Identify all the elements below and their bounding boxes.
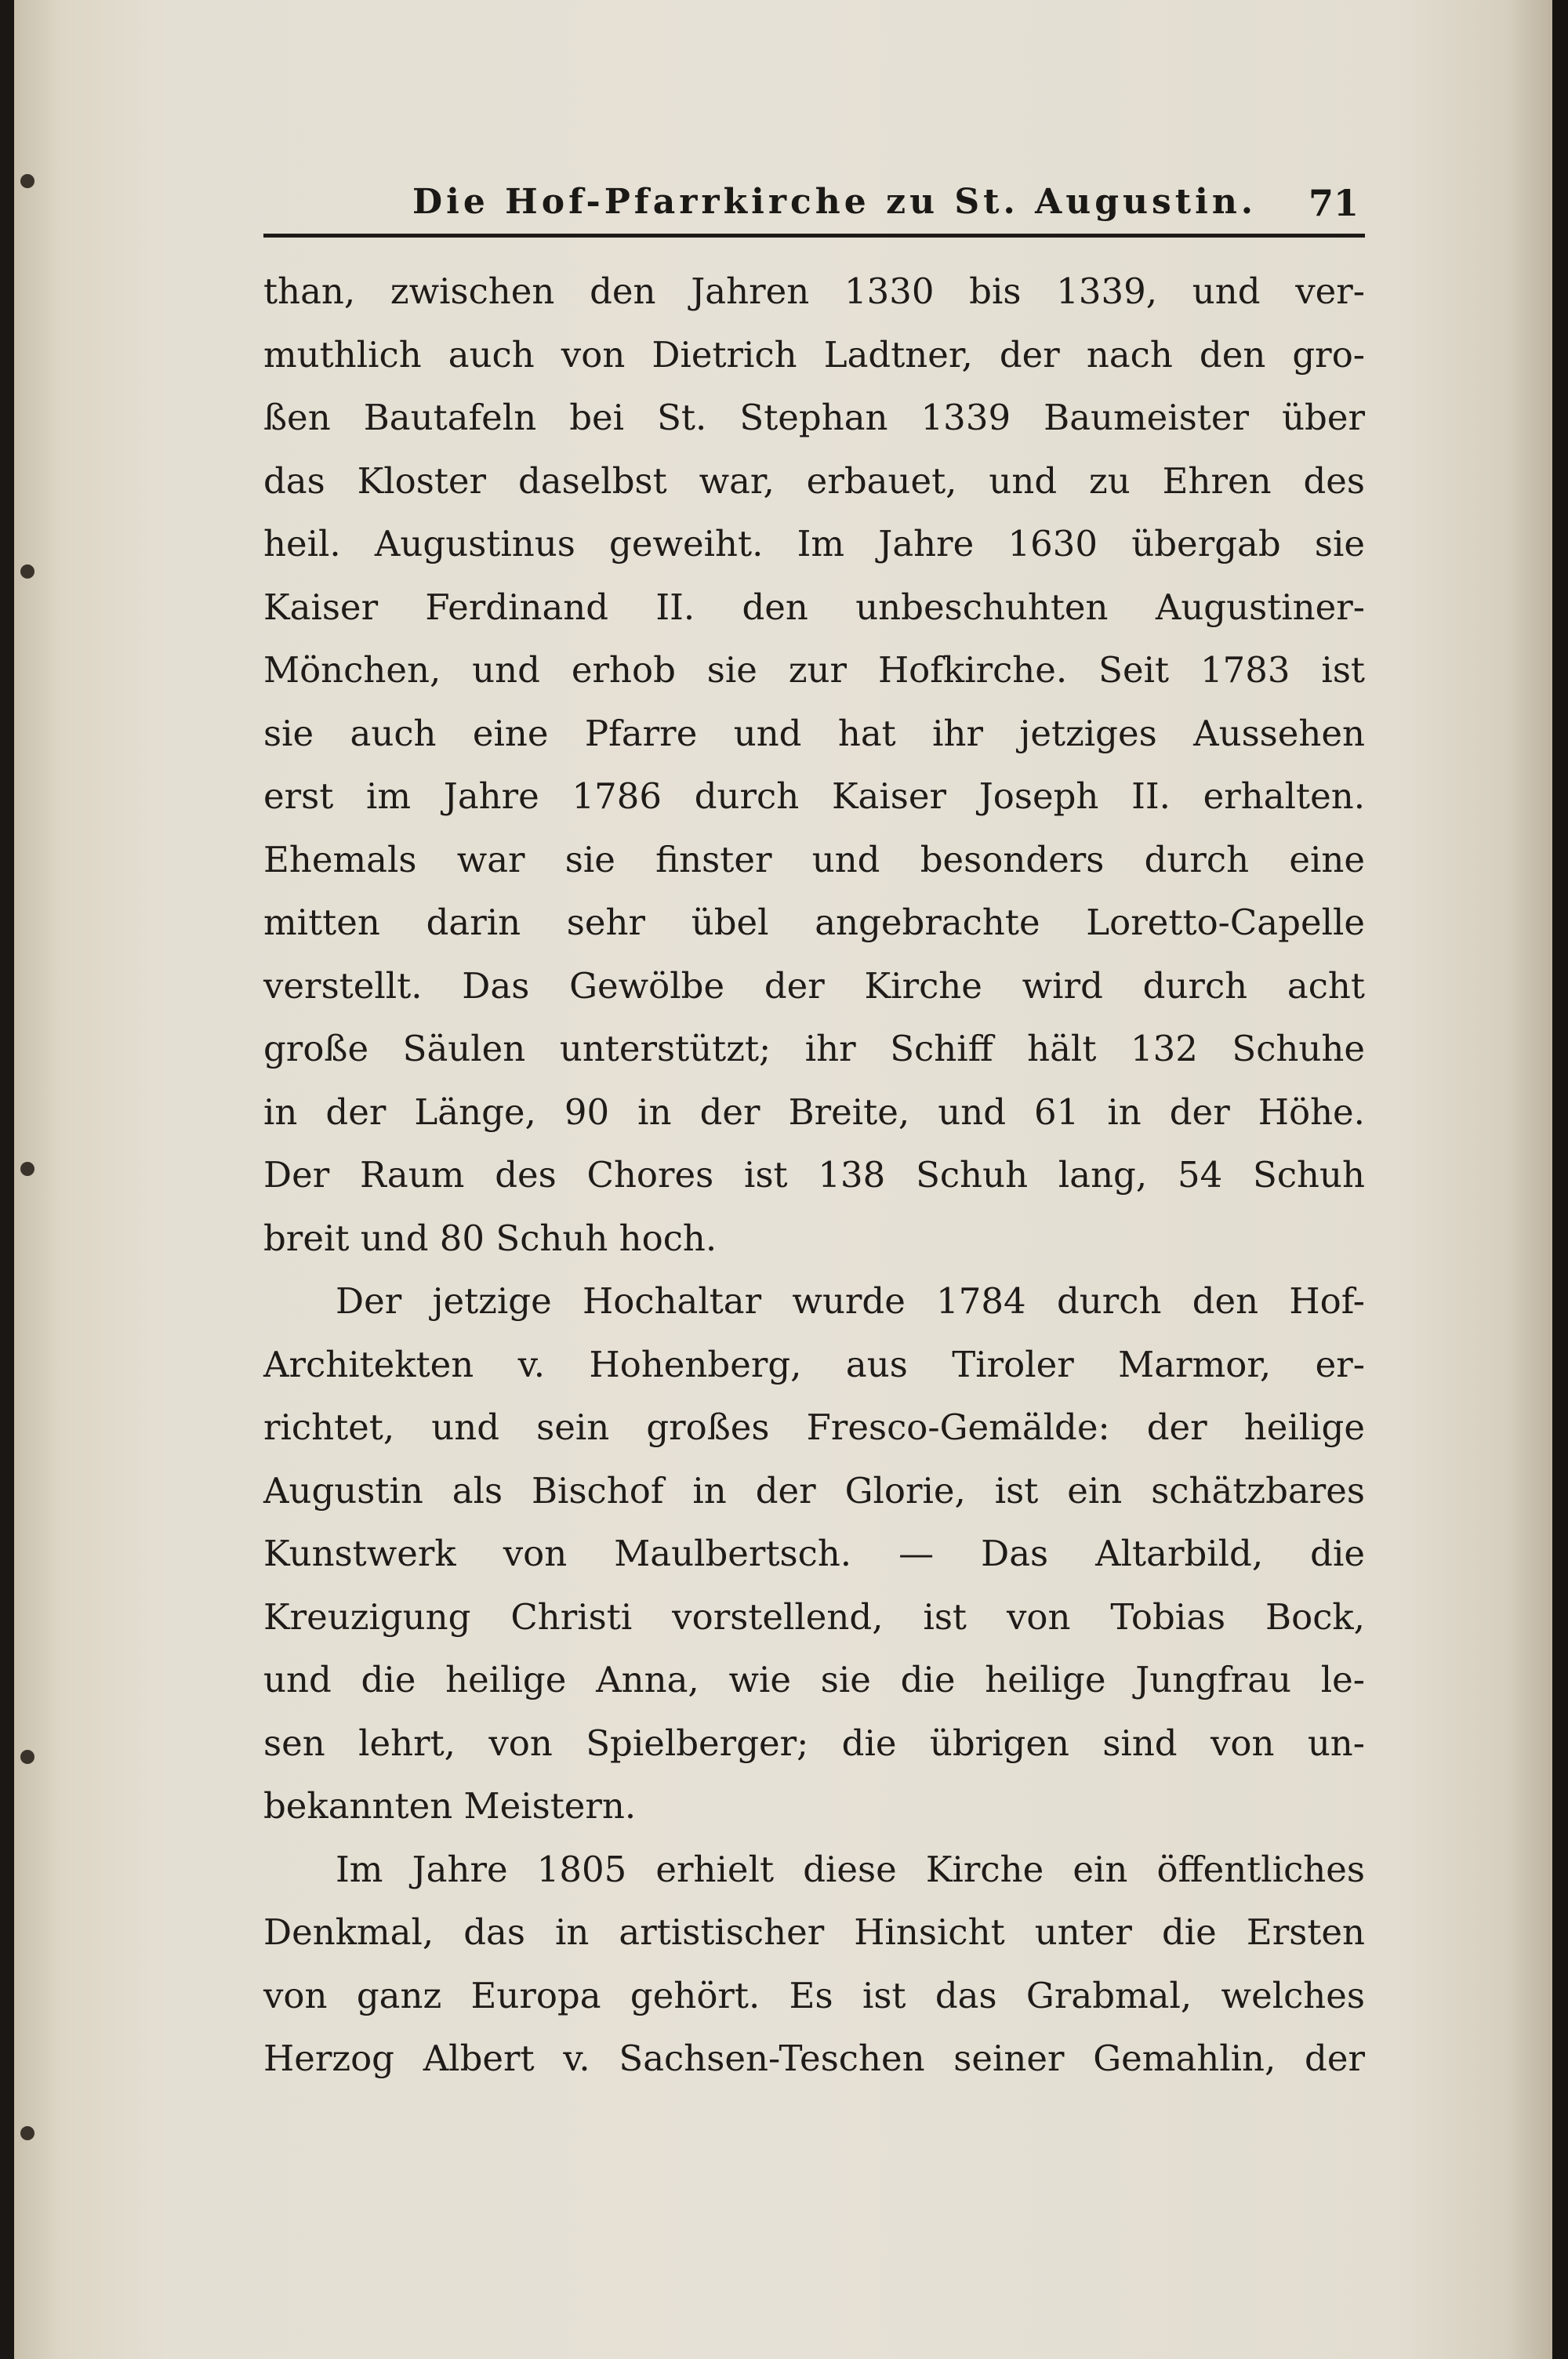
text-line: bekannten Meistern. xyxy=(263,1785,637,1827)
running-title: Die Hof-Pfarrkirche zu St. Augustin. xyxy=(412,182,1258,222)
binding-hole xyxy=(20,174,34,188)
text-line: Kreuzigung Christi vorstellend, ist von Tobias Bock, xyxy=(263,1595,1365,1638)
text-line: sie auch eine Pfarre und hat ihr jetziges Aussehen xyxy=(263,712,1365,754)
paragraph-first-line: Im Jahre 1805 erhielt diese Kirche ein öffentliches xyxy=(336,1848,1365,1890)
text-line: erst im Jahre 1786 durch Kaiser Joseph II. erhalten. xyxy=(263,775,1365,817)
binding-hole xyxy=(20,2126,34,2140)
body-text xyxy=(263,260,1365,2091)
text-line: große Säulen unterstützt; ihr Schiff hält 132 Schuhe xyxy=(263,1028,1365,1069)
text-line: das Kloster daselbst war, erbauet, und zu Ehren des xyxy=(263,459,1365,502)
text-line: Mönchen, und erhob sie zur Hofkirche. Seit 1783 ist xyxy=(263,649,1365,691)
text-line: Architekten v. Hohenberg, aus Tiroler Marmor, er- xyxy=(263,1343,1365,1385)
text-line: richtet, und sein großes Fresco-Gemälde: der heilige xyxy=(263,1406,1365,1448)
text-line: Augustin als Bischof in der Glorie, ist ein schätzbares xyxy=(263,1469,1365,1512)
text-line: und die heilige Anna, wie sie die heilige Jungfrau le- xyxy=(263,1659,1365,1700)
text-line: sen lehrt, von Spielberger; die übrigen sind von un- xyxy=(263,1722,1365,1764)
text-line: Der Raum des Chores ist 138 Schuh lang, 54 Schuh xyxy=(263,1154,1365,1196)
text-line: ßen Bautafeln bei St. Stephan 1339 Baumeister über xyxy=(263,397,1365,438)
binding-hole xyxy=(20,1750,34,1764)
text-line: von ganz Europa gehört. Es ist das Grabmal, welches xyxy=(263,1974,1365,2016)
text-line: Ehemals war sie finster und besonders durch eine xyxy=(263,838,1365,880)
text-line: Herzog Albert v. Sachsen-Teschen seiner Gemahlin, der xyxy=(263,2038,1365,2079)
text-line: breit und 80 Schuh hoch. xyxy=(263,1217,717,1259)
page-number: 71 xyxy=(1308,182,1359,224)
text-line: Denkmal, das in artistischer Hinsicht unter die Ersten xyxy=(263,1911,1365,1953)
text-line: verstellt. Das Gewölbe der Kirche wird durch acht xyxy=(263,964,1365,1007)
text-line: Kunstwerk von Maulbertsch. — Das Altarbild, die xyxy=(263,1533,1365,1574)
text-line: in der Länge, 90 in der Breite, und 61 in der Höhe. xyxy=(263,1091,1365,1133)
paragraph-first-line: Der jetzige Hochaltar wurde 1784 durch den Hof- xyxy=(336,1280,1365,1322)
text-line: Kaiser Ferdinand II. den unbeschuhten Augustiner- xyxy=(263,586,1365,628)
page-edge-shadow xyxy=(1552,0,1568,2359)
binding-hole xyxy=(20,564,34,579)
text-line: muthlich auch von Dietrich Ladtner, der nach den gro- xyxy=(263,333,1365,376)
text-line: than, zwischen den Jahren 1330 bis 1339, und ver- xyxy=(263,270,1365,312)
text-line: mitten darin sehr übel angebrachte Loretto-Capelle xyxy=(263,902,1365,943)
text-line: heil. Augustinus geweiht. Im Jahre 1630 übergab sie xyxy=(263,523,1365,564)
binding-hole xyxy=(20,1162,34,1176)
book-page xyxy=(14,0,1552,2359)
page-header xyxy=(263,179,1365,238)
